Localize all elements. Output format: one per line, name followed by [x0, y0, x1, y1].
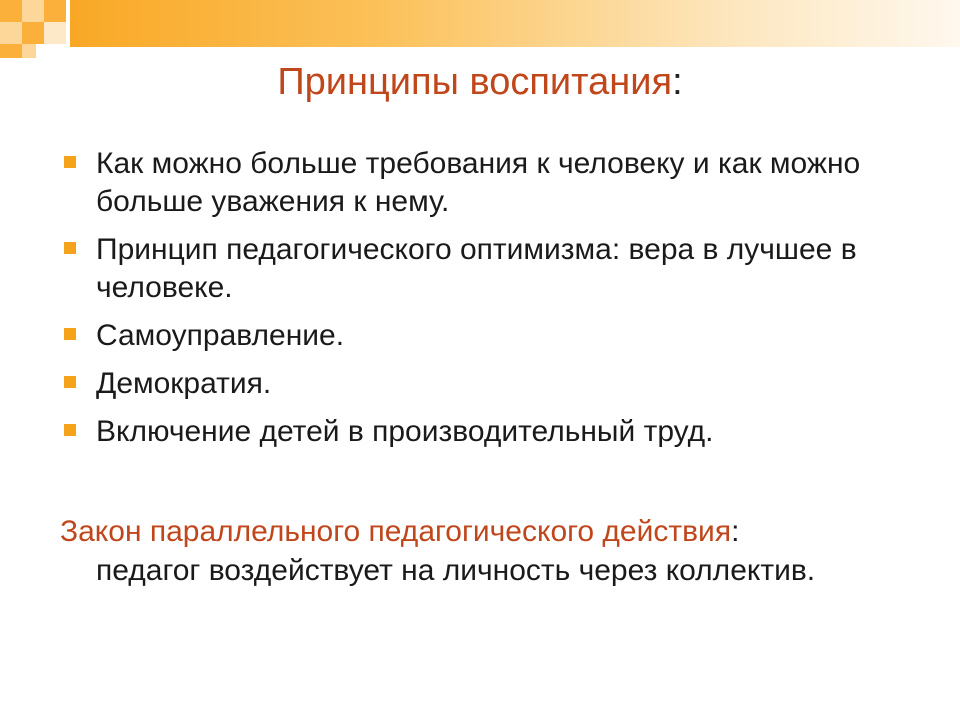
list-item	[60, 231, 920, 307]
square-bullet-icon	[64, 328, 76, 340]
list-item	[60, 145, 920, 221]
deco-square	[22, 0, 44, 22]
law-title: Закон параллельного педагогического действия	[60, 515, 732, 548]
deco-square	[22, 44, 36, 58]
deco-square	[0, 44, 22, 58]
law-body: педагог воздействует на личность через коллектив.	[96, 554, 816, 587]
law-colon: :	[731, 515, 740, 548]
list-item	[60, 365, 920, 403]
list-item-text: Демократия.	[96, 367, 272, 400]
slide-title-colon: :	[672, 61, 683, 103]
list-item	[60, 317, 920, 355]
square-bullet-icon	[64, 376, 76, 388]
deco-square	[0, 22, 22, 44]
deco-square	[44, 22, 66, 44]
list-item-text: Самоуправление.	[96, 319, 345, 352]
principles-list	[60, 145, 920, 461]
deco-square	[22, 22, 44, 44]
list-item-text: Принцип педагогического оптимизма: вера в лучшее в человеке.	[96, 233, 857, 304]
square-bullet-icon	[64, 424, 76, 436]
slide-title	[0, 60, 960, 106]
deco-square	[0, 0, 22, 22]
list-item-text: Включение детей в производительный труд.	[96, 415, 714, 448]
square-bullet-icon	[64, 242, 76, 254]
list-item	[60, 413, 920, 451]
slide-title-text: Принципы воспитания	[277, 61, 673, 103]
square-bullet-icon	[64, 156, 76, 168]
deco-square	[44, 0, 66, 22]
law-paragraph	[60, 512, 920, 590]
header-gradient-bar	[70, 0, 960, 47]
list-item-text: Как можно больше требования к человеку и как можно больше уважения к нему.	[96, 147, 861, 218]
